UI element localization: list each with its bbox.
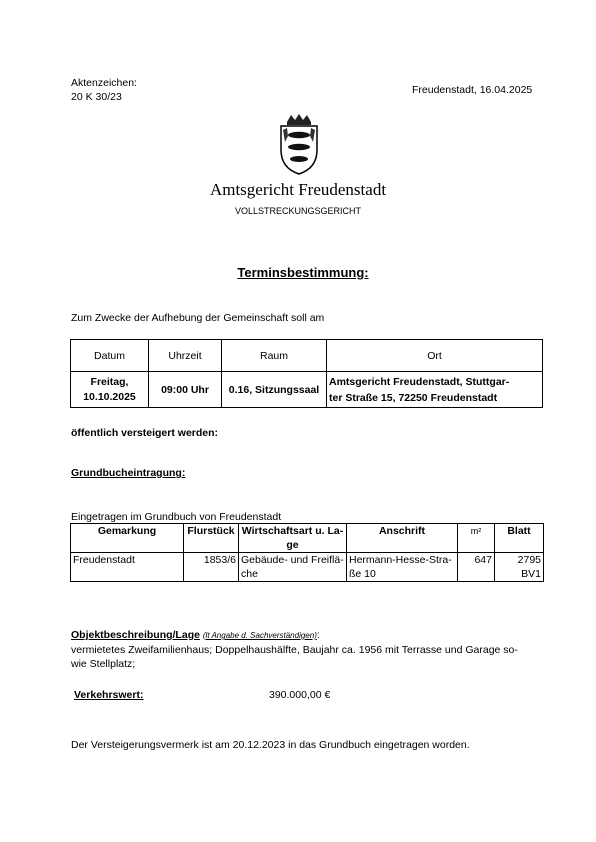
col-header-uhrzeit: Uhrzeit [149, 340, 222, 372]
col-header-m2: m² [458, 524, 495, 553]
table-header-row [71, 524, 544, 553]
col-header-raum: Raum [222, 340, 327, 372]
cell-wirtschaftsart: Gebäude- und Freiflä- che [239, 553, 347, 582]
file-number-label: Aktenzeichen: [71, 77, 137, 89]
market-value-label: Verkehrswert: [74, 689, 144, 701]
cell-flurstueck: 1853/6 [184, 553, 239, 582]
col-header-flurstueck: Flurstück [184, 524, 239, 553]
cell-anschrift: Hermann-Hesse-Stra- ße 10 [347, 553, 458, 582]
cell-ort: Amtsgericht Freudenstadt, Stuttgar- ter Straße 15, 72250 Freudenstadt [327, 372, 543, 408]
grundbuch-intro: Eingetragen im Grundbuch von Freudenstadt [71, 511, 282, 523]
coat-of-arms-icon [279, 112, 319, 176]
footer-text: Der Versteigerungsvermerk ist am 20.12.2023 in das Grundbuch eingetragen worden. [71, 739, 470, 751]
object-heading: Objektbeschreibung/Lage [71, 629, 200, 641]
col-header-wirtschaftsart: Wirtschaftsart u. La- ge [239, 524, 347, 553]
table-row [71, 372, 543, 408]
file-number-block [71, 76, 137, 104]
intro-text: Zum Zwecke der Aufhebung der Gemeinschaft soll am [71, 312, 325, 324]
cell-uhrzeit: 09:00 Uhr [149, 372, 222, 408]
object-colon: : [316, 629, 320, 641]
grundbuch-heading: Grundbucheintragung: [71, 467, 186, 479]
court-department: VOLLSTRECKUNGSGERICHT [234, 206, 362, 216]
col-header-ort: Ort [327, 340, 543, 372]
col-header-gemarkung: Gemarkung [71, 524, 184, 553]
place-date: Freudenstadt, 16.04.2025 [412, 84, 533, 96]
col-header-anschrift: Anschrift [347, 524, 458, 553]
cell-raum: 0.16, Sitzungssaal [222, 372, 327, 408]
cell-datum: Freitag, 10.10.2025 [71, 372, 149, 408]
market-value: 390.000,00 € [269, 689, 331, 701]
cell-m2: 647 [458, 553, 495, 582]
table-row [71, 553, 544, 582]
object-note: (lt Angabe d. Sachverständigen) [202, 631, 317, 640]
table-header-row [71, 340, 543, 372]
col-header-datum: Datum [71, 340, 149, 372]
col-header-blatt: Blatt [495, 524, 544, 553]
cell-gemarkung: Freudenstadt [71, 553, 184, 582]
appointment-table [70, 339, 543, 408]
object-description: vermietetes Zweifamilienhaus; Doppelhaushälfte, Baujahr ca. 1956 mit Terrasse und Garage so- wie Stellplatz; [71, 644, 518, 670]
page-title: Terminsbestimmung: [237, 265, 369, 280]
land-register-table [70, 523, 544, 582]
auction-text: öffentlich versteigert werden: [71, 427, 219, 439]
object-heading-line [71, 629, 320, 641]
court-name: Amtsgericht Freudenstadt [209, 180, 387, 199]
file-number: 20 K 30/23 [71, 91, 122, 103]
cell-blatt: 2795 BV1 [495, 553, 544, 582]
